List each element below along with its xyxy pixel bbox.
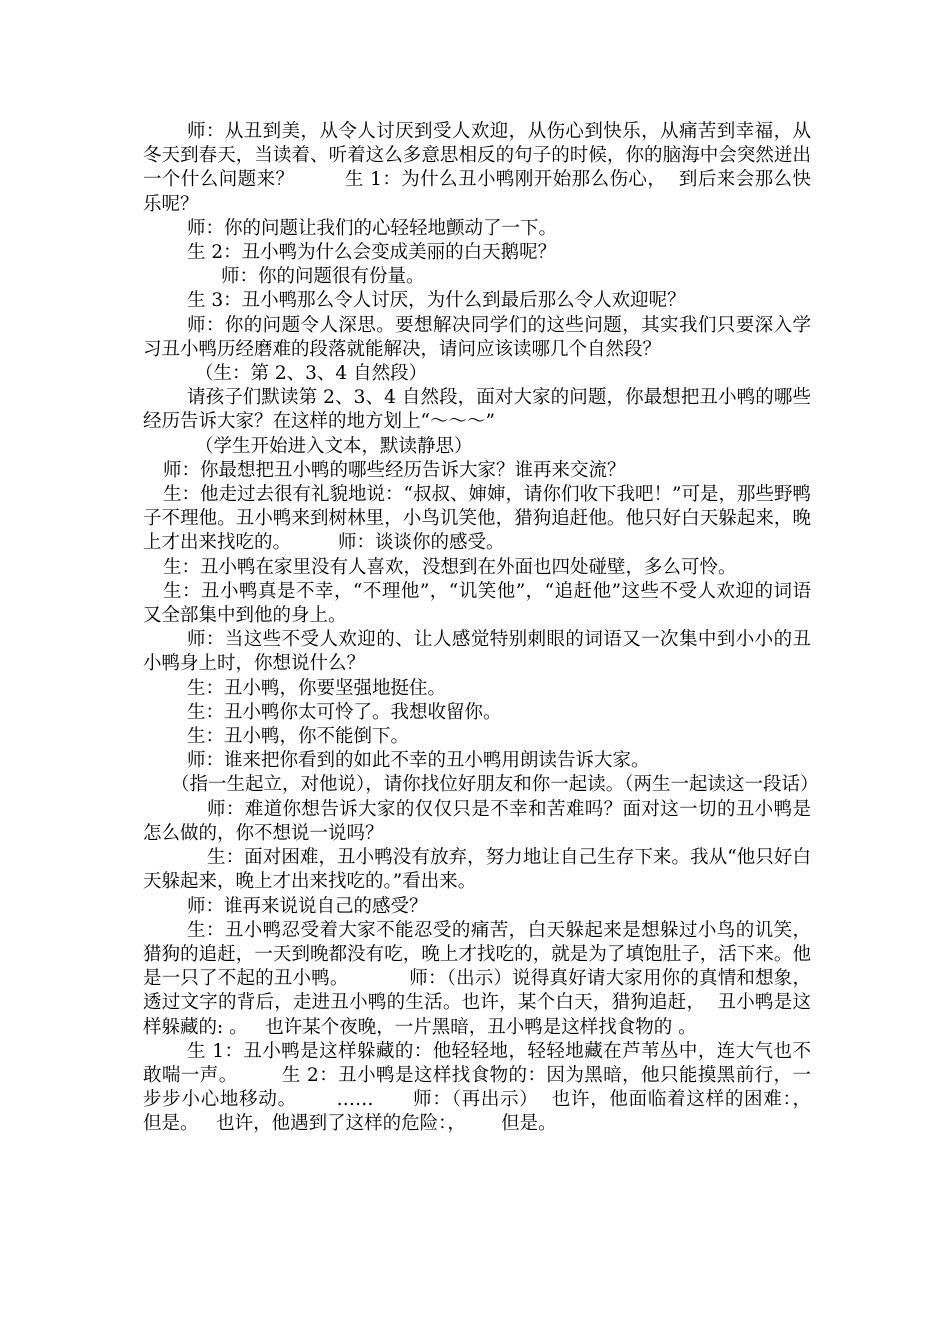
paragraph: 生：他走过去很有礼貌地说：“叔叔、婶婶，请你们收下我吧！”可是，那些野鸭子不理他。丑小鸭来到树林里，小鸟讥笑他，猎狗追赶他。他只好白天躲起来，晚上才出来找吃的。 师：谈谈你的感受。 [143, 484, 811, 554]
paragraph: 生：丑小鸭你太可怜了。我想收留你。 [187, 701, 502, 723]
paragraph: （指一生起立，对他说），请你找位好朋友和你一起读。（两生一起读这一段话） [171, 774, 819, 796]
paragraph: 师：你的问题很有份量。 [221, 266, 425, 288]
paragraph: 生：丑小鸭，你不能倒下。 [187, 726, 410, 748]
paragraph: 请孩子们默读第 2、3、4 自然段，面对大家的问题，你最想把丑小鸭的哪些经历告诉大家？在这样的地方划上“～～～” [143, 387, 811, 433]
paragraph: 生：面对困难，丑小鸭没有放弃，努力地让自己生存下来。我从“他只好白天躲起来，晚上才出来找吃的。”看出来。 [143, 847, 811, 893]
paragraph: 生：丑小鸭，你要坚强地挺住。 [187, 677, 447, 699]
paragraph: （学生开始进入文本，默读静思） [195, 435, 473, 457]
paragraph: 师：难道你想告诉大家的仅仅只是不幸和苦难吗？面对这一切的丑小鸭是怎么做的，你不想说一说吗？ [143, 798, 811, 844]
paragraph: 师：当这些不受人欢迎的、让人感觉特别刺眼的词语又一次集中到小小的丑小鸭身上时，你想说什么？ [143, 629, 811, 675]
paragraph: 生：丑小鸭在家里没有人喜欢，没想到在外面也四处碰壁，多么可怜。 [163, 556, 737, 578]
paragraph: 师：你最想把丑小鸭的哪些经历告诉大家？谁再来交流？ [163, 459, 626, 481]
paragraph: 生 1：丑小鸭是这样躲藏的：他轻轻地，轻轻地藏在芦苇丛中，连大气也不敢喘一声。 生 2：丑小鸭是这样找食物的：因为黑暗，他只能摸黑前行，一步步小心地移动。 …… 师：（再出示） 也许，他面临着这样的困难：， 但是。 也许，他遇到了这样的危险：， 但是。 [143, 1040, 835, 1135]
paragraph: 师：你的问题让我们的心轻轻地颤动了一下。 [187, 217, 558, 239]
paragraph: 师：谁来把你看到的如此不幸的丑小鸭用朗读告诉大家。 [187, 750, 650, 772]
paragraph: 生：丑小鸭忍受着大家不能忍受的痛苦，白天躲起来是想躲过小鸟的讥笑，猎狗的追赶，一天到晚都没有吃，晚上才找吃的，就是为了填饱肚子，活下来。他是一只了不起的丑小鸭。 师：（出示）说得真好请大家用你的真情和想象，透过文字的背后，走进丑小鸭的生活。也许，某个白天，猎狗追赶， 丑小鸭是这样躲藏的: 。 也许某个夜晚，一片黑暗，丑小鸭是这样找食物的 。 [143, 919, 811, 1038]
paragraph: 师：从丑到美，从令人讨厌到受人欢迎，从伤心到快乐，从痛苦到幸福，从冬天到春天，当读着、听着这么多意思相反的句子的时候，你的脑海中会突然迸出一个什么问题来？ 生 1：为什么丑小鸭刚开始那么伤心， 到后来会那么快乐呢？ [143, 121, 811, 215]
paragraph: （生：第 2、3、4 自然段） [195, 363, 428, 385]
paragraph: 师：谁再来说说自己的感受？ [187, 895, 428, 917]
document-body [143, 120, 835, 1137]
paragraph: 生 3：丑小鸭那么令人讨厌，为什么到最后那么令人欢迎呢？ [187, 290, 686, 312]
paragraph: 师：你的问题令人深思。要想解决同学们的这些问题，其实我们只要深入学习丑小鸭历经磨难的段落就能解决，请问应该读哪几个自然段？ [143, 314, 811, 360]
paragraph: 生 2：丑小鸭为什么会变成美丽的白天鹅呢？ [187, 242, 557, 264]
paragraph: 生：丑小鸭真是不幸，“不理他”，“讥笑他”，“追赶他”这些不受人欢迎的词语又全部集中到他的身上。 [143, 580, 811, 627]
